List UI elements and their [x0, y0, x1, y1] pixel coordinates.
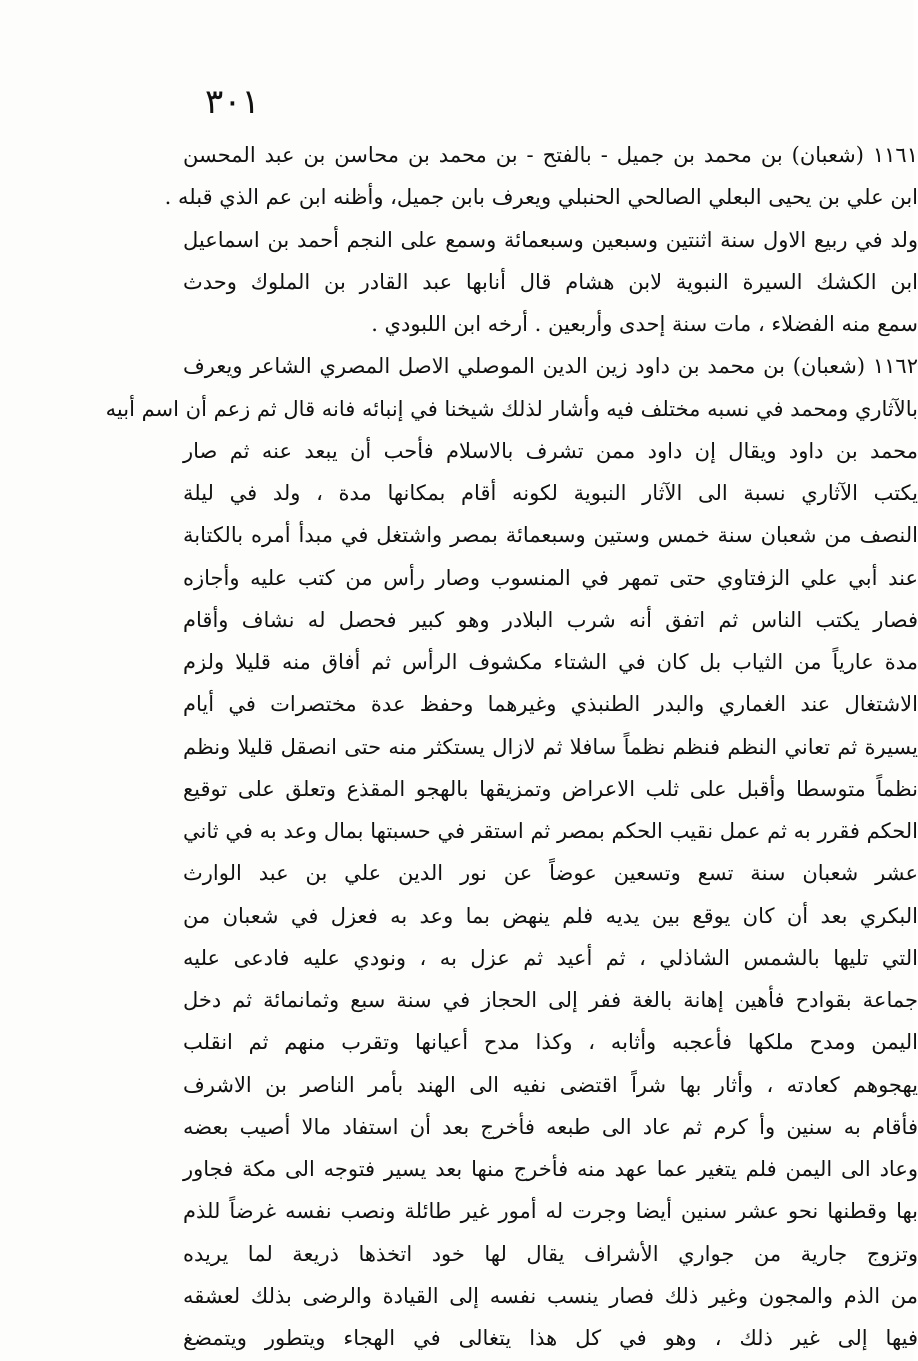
text-line: ولد في ربيع الاول سنة اثنتين وسبعين وسبعمائة وسمع على النجم أحمد بن اسماعيل	[183, 227, 918, 252]
text-line: من الذم والمجون وغير ذلك فصار ينسب نفسه إلى القيادة والرضى بذلك لعشقه	[183, 1283, 918, 1308]
text-line: وتزوج جارية من جواري الأشراف يقال لها خود اتخذها ذريعة لما يريده	[183, 1241, 918, 1266]
text-line: عشر شعبان سنة تسع وتسعين عوضاً عن نور الدين علي بن عبد الوارث	[183, 861, 918, 886]
text-line: اليمن ومدح ملكها فأعجبه وأثابه ، وكذا مدح أعيانها وتقرب منهم ثم انقلب	[183, 1030, 918, 1055]
text-line: التي تليها بالشمس الشاذلي ، ثم أعيد ثم عزل به ، ونودي عليه فادعى عليه	[183, 945, 918, 970]
text-line: الحكم فقرر به ثم عمل نقيب الحكم بمصر ثم استقر في حسبتها بمال وعد به في ثاني	[183, 819, 918, 843]
text-line: البكري بعد أن كان يوقع بين يديه فلم ينهض بما وعد به فعزل في شعبان من	[183, 903, 918, 928]
text-line: يكتب الآثاري نسبة الى الآثار النبوية لكونه أقام بمكانها مدة ، ولد في ليلة	[183, 481, 918, 505]
text-line: عند أبي علي الزفتاوي حتى تمهر في المنسوب وصار رأس من كتب عليه وأجازه	[183, 565, 918, 590]
text-line: ١١٦١ (شعبان) بن محمد بن جميل - بالفتح - بن محمد بن محاسن بن عبد المحسن	[183, 143, 918, 167]
text-line: بالآثاري ومحمد في نسبه مختلف فيه وأشار لذلك شيخنا في إنبائه فانه قال ثم زعم أن اسم أبيه	[105, 396, 918, 421]
text-line: فأقام به سنين وأ كرم ثم عاد الى طبعه فأخرج بعد أن استفاد مالا أصيب بعضه	[183, 1114, 918, 1139]
text-line: يهجوهم كعادته ، وأثار بها شراً اقتضى نفيه الى الهند بأمر الناصر بن الاشرف	[183, 1072, 918, 1097]
text-line: نظماً متوسطا وأقبل على ثلب الاعراض وتمزيقها بالهجو المقذع وتعلق على توقيع	[183, 776, 918, 801]
text-line: ١١٦٢ (شعبان) بن محمد بن داود زين الدين الموصلي الاصل المصري الشاعر ويعرف	[183, 354, 918, 379]
text-line: بها وقطنها نحو عشر سنين أيضا وجرت له أمور غير طائلة ونصب نفسه غرضاً للذم	[183, 1199, 918, 1224]
text-line: النصف من شعبان سنة خمس وستين وسبعمائة بمصر واشتغل في مبدأ أمره بالكتابة	[183, 523, 918, 548]
text-line: يسيرة ثم تعاني النظم فنظم نظماً سافلا ثم لازال يستكثر منه حتى انصقل قليلا ونظم	[183, 734, 918, 759]
text-line: وعاد الى اليمن فلم يتغير عما عهد منه فأخرج منها بعد يسير فتوجه الى مكة فجاور	[183, 1157, 918, 1181]
text-line: الاشتغال عند الغماري والبدر الطنبذي وغيرهما وحفظ عدة مختصرات في أيام	[183, 692, 918, 717]
body-text	[105, 134, 918, 1359]
text-line: مدة عارياً من الثياب بل كان في الشتاء مكشوف الرأس ثم أفاق منه قليلا ولزم	[183, 650, 918, 674]
text-line: محمد بن داود ويقال إن داود ممن تشرف بالاسلام فأحب أن يبعد عنه ثم صار	[183, 438, 918, 463]
text-line: فصار يكتب الناس ثم اتفق أنه شرب البلادر وهو كبير فحصل له نشاف وأقام	[183, 607, 918, 632]
text-line: فيها إلى غير ذلك ، وهو في كل هذا يتغالى في الهجاء ويتطور ويتمضغ	[183, 1326, 918, 1350]
text-line: ابن علي بن يحيى البعلي الصالحي الحنبلي ويعرف بابن جميل، وأظنه ابن عم الذي قبله .	[164, 185, 918, 210]
text-line: سمع منه الفضلاء ، مات سنة إحدى وأربعين . أرخه ابن اللبودي .	[371, 312, 918, 336]
page-number: ٣٠١	[205, 82, 260, 122]
text-line: ابن الكشك السيرة النبوية لابن هشام قال أنابها عبد القادر بن الملوك وحدث	[183, 269, 918, 294]
text-line: جماعة بقوادح فأهين إهانة بالغة ففر إلى الحجاز في سنة سبع وثمانمائة ثم دخل	[183, 988, 918, 1012]
